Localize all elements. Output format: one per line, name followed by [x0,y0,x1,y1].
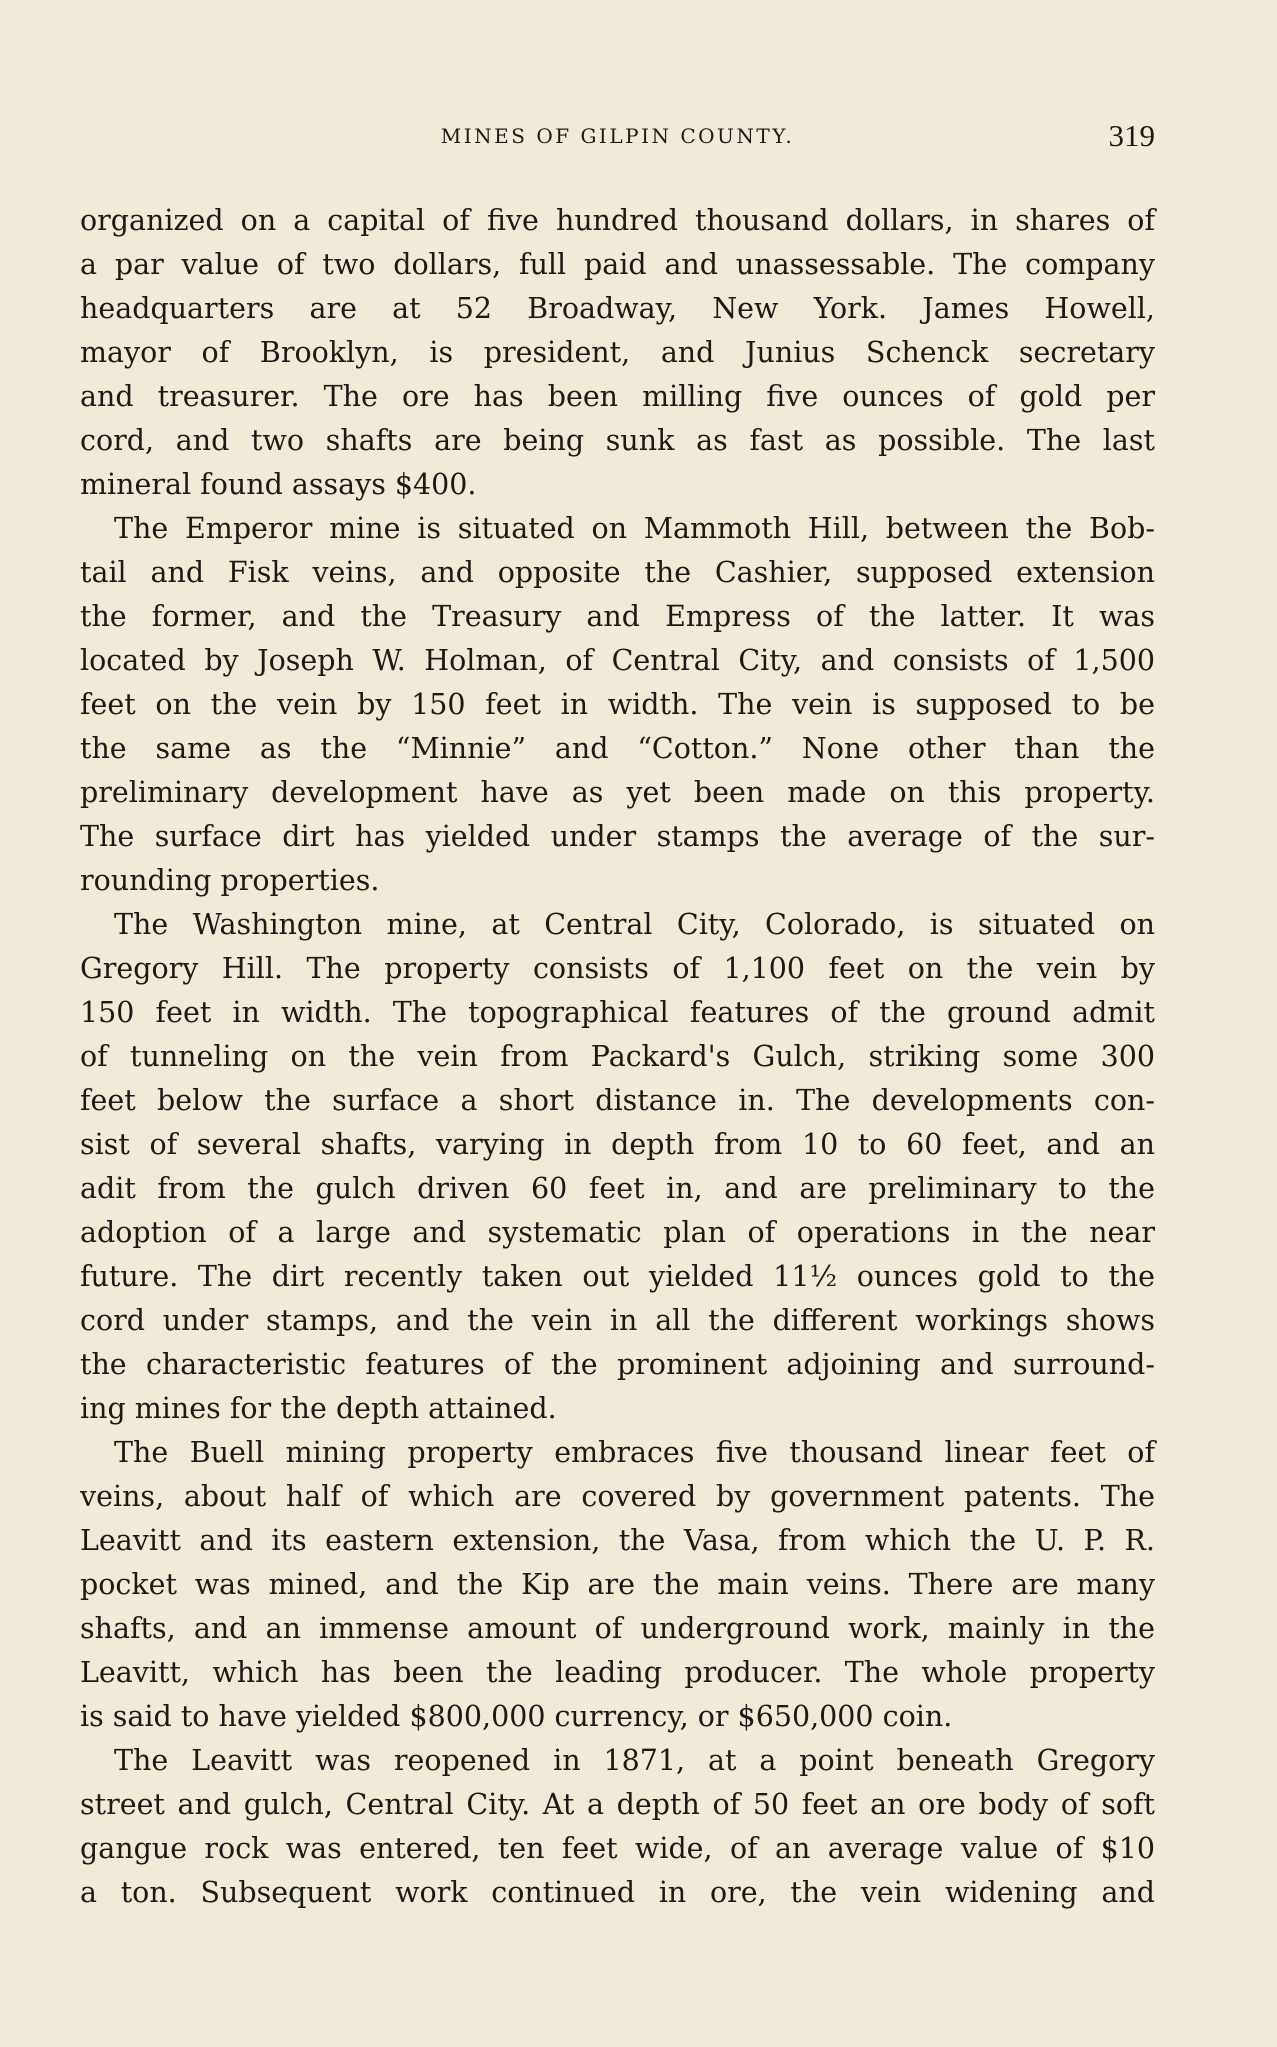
paragraph-buell-property [80,1431,1155,1739]
text-line: organized on a capital of five hundred thousand dollars, in shares of [80,204,1155,237]
text-line: mayor of Brooklyn, is president, and Junius Schenck secretary [80,336,1155,369]
text-line: located by Joseph W. Holman, of Central City, and consists of 1,500 [80,644,1155,677]
text-line: cord, and two shafts are being sunk as fast as possible. The last [80,424,1155,457]
body-text [80,199,1155,1915]
text-line: Leavitt and its eastern extension, the Vasa, from which the U. P. R. [80,1524,1155,1557]
text-line: adoption of a large and systematic plan of operations in the near [80,1216,1155,1249]
paragraph-emperor-mine [80,507,1155,903]
text-line: veins, about half of which are covered by government patents. The [80,1480,1155,1513]
text-line: of tunneling on the vein from Packard's Gulch, striking some 300 [80,1040,1155,1073]
text-line: tail and Fisk veins, and opposite the Cashier, supposed extension [80,556,1155,589]
text-line: the characteristic features of the prominent adjoining and surround- [80,1348,1155,1381]
text-line: feet on the vein by 150 feet in width. The vein is supposed to be [80,688,1155,721]
running-title: MINES OF GILPIN COUNTY. [440,124,795,148]
text-line: the former, and the Treasury and Empress of the latter. It was [80,600,1155,633]
text-line: Gregory Hill. The property consists of 1,100 feet on the vein by [80,952,1155,985]
text-line: pocket was mined, and the Kip are the main veins. There are many [80,1568,1155,1601]
text-line: The surface dirt has yielded under stamps the average of the sur- [80,820,1155,853]
text-line: headquarters are at 52 Broadway, New York. James Howell, [80,292,1155,325]
text-line: Leavitt, which has been the leading producer. The whole property [80,1656,1155,1689]
running-head [80,118,1155,158]
text-line: adit from the gulch driven 60 feet in, and are preliminary to the [80,1172,1155,1205]
text-line: a par value of two dollars, full paid and unassessable. The company [80,248,1155,281]
text-line: future. The dirt recently taken out yielded 11½ ounces gold to the [80,1260,1155,1293]
paragraph-washington-mine [80,903,1155,1431]
text-line: the same as the “Minnie” and “Cotton.” None other than the [80,732,1155,765]
text-line: preliminary development have as yet been made on this property. [80,776,1155,809]
text-line: a ton. Subsequent work continued in ore, the vein widening and [80,1876,1155,1909]
text-line: street and gulch, Central City. At a depth of 50 feet an ore body of soft [80,1788,1155,1821]
paragraph-company-organization [80,199,1155,507]
text-line: ing mines for the depth attained. [80,1392,557,1425]
text-line: The Emperor mine is situated on Mammoth Hill, between the Bob- [114,512,1155,545]
page-number: 319 [1108,118,1155,153]
paragraph-leavitt-reopened [80,1739,1155,1915]
text-line: feet below the surface a short distance in. The developments con- [80,1084,1155,1117]
text-line: The Washington mine, at Central City, Colorado, is situated on [114,908,1155,941]
text-line: sist of several shafts, varying in depth from 10 to 60 feet, and an [80,1128,1155,1161]
text-line: cord under stamps, and the vein in all the different workings shows [80,1304,1155,1337]
text-line: The Buell mining property embraces five thousand linear feet of [114,1436,1155,1469]
text-line: is said to have yielded $800,000 currency, or $650,000 coin. [80,1700,953,1733]
text-line: shafts, and an immense amount of underground work, mainly in the [80,1612,1155,1645]
text-line: mineral found assays $400. [80,468,477,501]
text-line: rounding properties. [80,864,380,897]
text-line: gangue rock was entered, ten feet wide, of an average value of $10 [80,1832,1155,1865]
text-line: 150 feet in width. The topographical features of the ground admit [80,996,1155,1029]
text-line: and treasurer. The ore has been milling five ounces of gold per [80,380,1155,413]
text-line: The Leavitt was reopened in 1871, at a point beneath Gregory [114,1744,1155,1777]
